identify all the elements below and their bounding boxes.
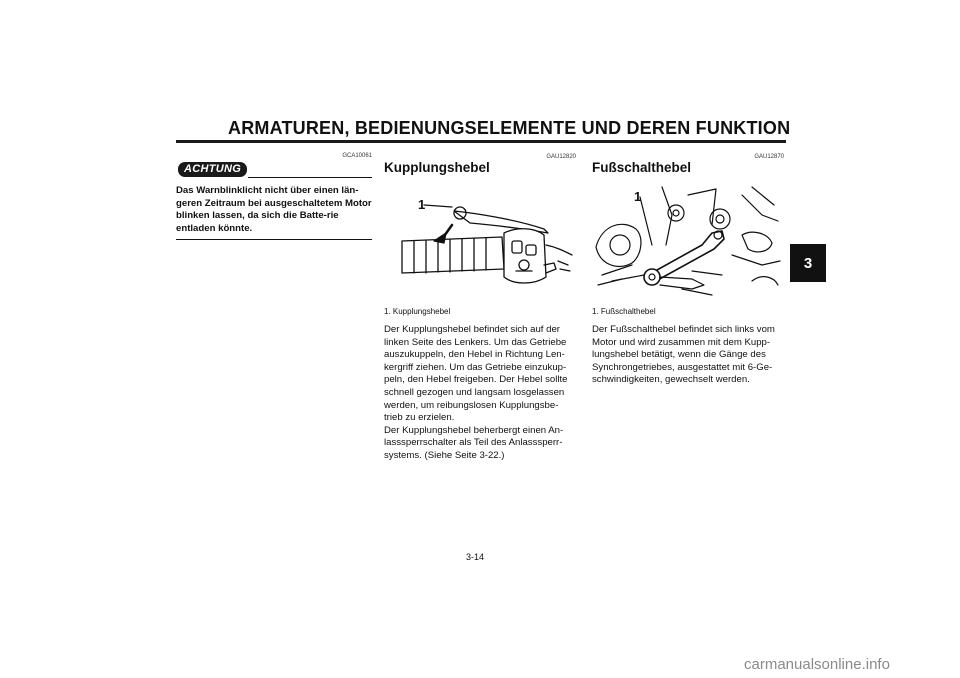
shift-pedal-illustration [592,185,784,297]
section-clutch-lever [384,150,576,463]
clutch-paragraph-1: Der Kupplungshebel befindet sich auf der linken Seite des Lenkers. Um das Getriebe auszukuppeln, den Hebel in Richtung Len-kergriff ziehen. Um das Getriebe einzukup-peln, den Hebel freigeben. Der Hebel sollte schnell gezogen und langsam losgelassen werden, um reibungslosen Kupplungsbe-trieb zu erzielen. [384,324,568,424]
warning-code: GCA10061 [342,153,372,159]
header-rule [176,140,786,143]
section-shift-pedal [592,150,784,387]
page-title: ARMATUREN, BEDIENUNGSELEMENTE UND DEREN FUNKTION [228,118,791,138]
warning-box [176,150,372,240]
shift-paragraph-1: Der Fußschalthebel befindet sich links vom Motor und wird zusammen mit dem Kupp-lungshebel betätigt, wenn die Gänge des Synchrongetriebes, ausgestattet mit 6-Ge-schwindigkeiten, gewechselt werden. [592,324,775,386]
clutch-lever-illustration [384,185,576,297]
page-number: 3-14 [466,552,485,562]
shift-title: Fußschalthebel [592,160,692,175]
warning-text: Das Warnblinklicht nicht über einen län-geren Zeitraum bei ausgeschaltetem Motor blinken lassen, da sich die Batte-rie entladen könnte. [176,185,372,234]
clutch-callout-label: 1 [418,197,426,212]
clutch-code: GAU12820 [546,154,576,160]
clutch-paragraph-2: Der Kupplungshebel beherbergt einen An-lasssperrschalter als Teil des Anlasssperr-systems. (Siehe Seite 3-22.) [384,424,564,461]
achtung-badge: ACHTUNG [178,162,247,177]
warning-bottom-rule [176,239,372,240]
chapter-tab: 3 [790,244,826,282]
shift-code: GAU12870 [754,154,784,160]
achtung-rule [248,177,372,178]
shift-caption: 1. Fußschalthebel [592,307,656,316]
watermark: carmanualsonline.info [744,656,890,673]
clutch-caption: 1. Kupplungshebel [384,307,451,316]
shift-callout-label: 1 [634,189,642,204]
clutch-title: Kupplungshebel [384,160,490,175]
